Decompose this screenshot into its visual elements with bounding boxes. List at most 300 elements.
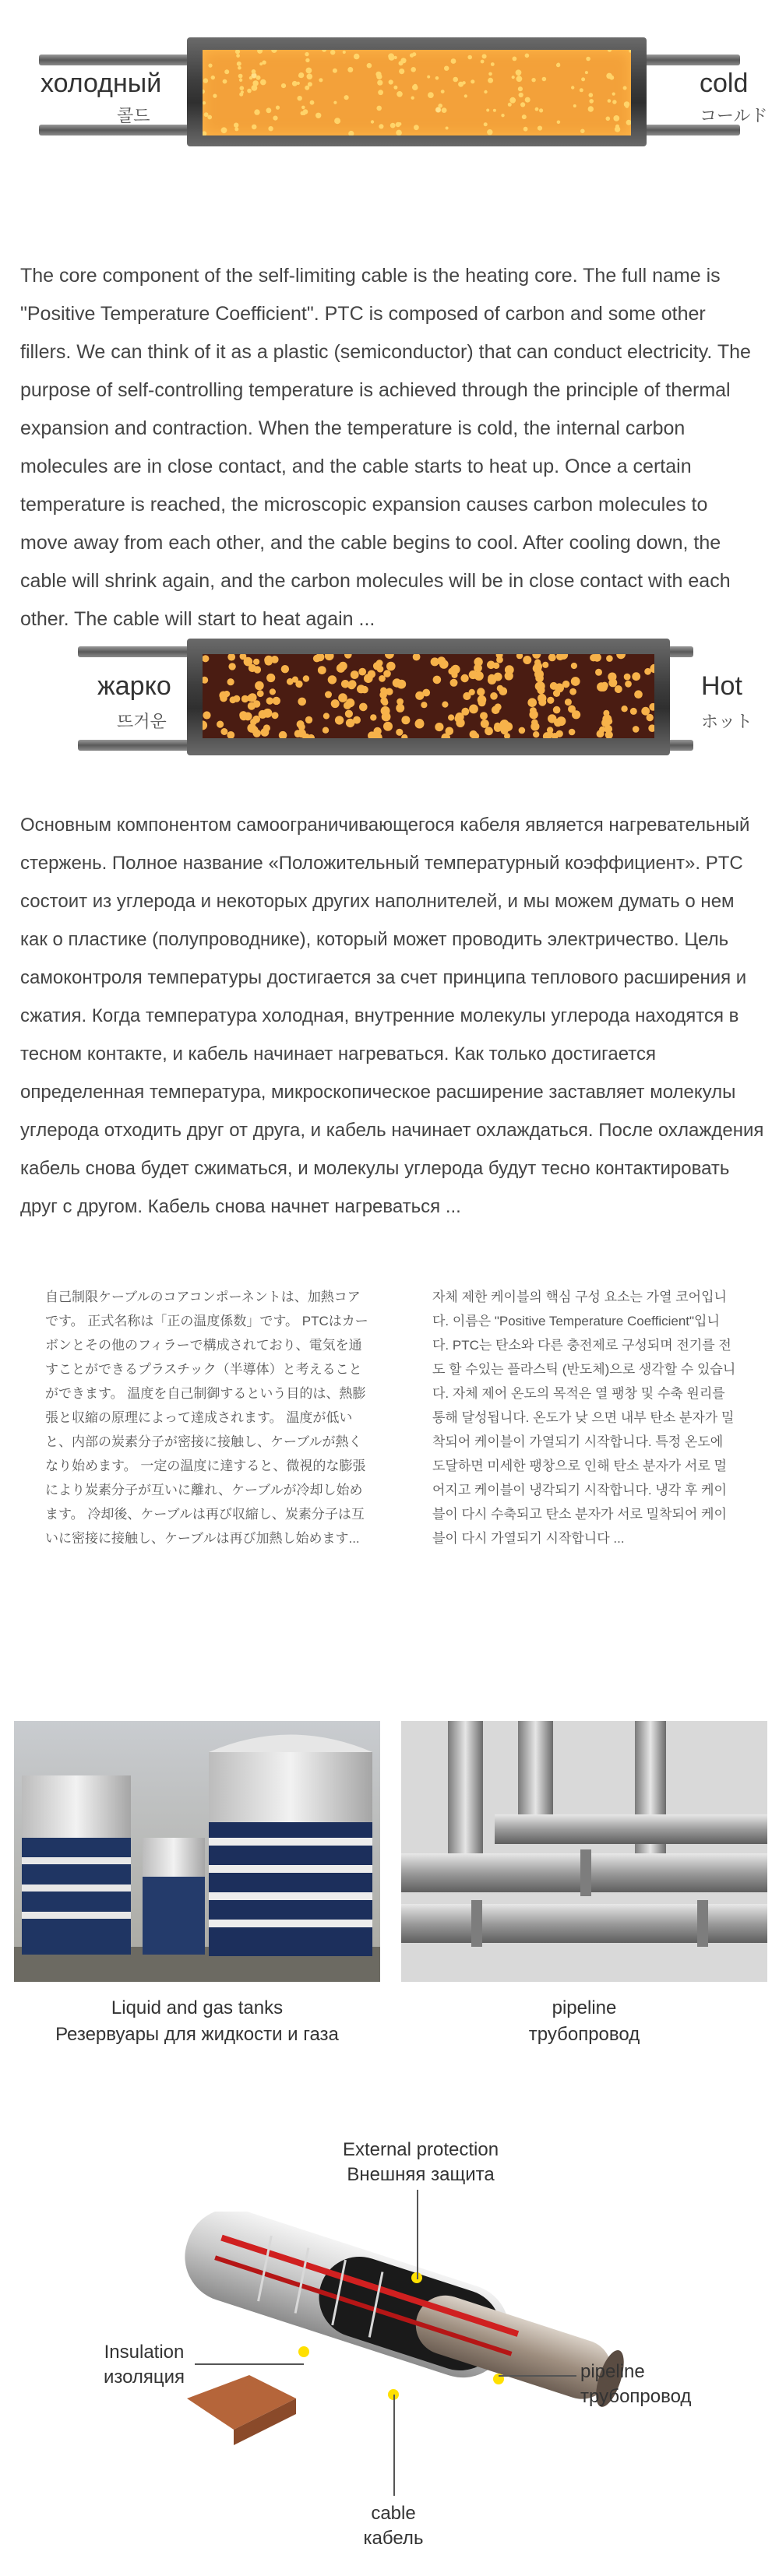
carbon-particle — [492, 706, 500, 714]
carbon-particle — [505, 671, 513, 680]
carbon-particle — [323, 727, 329, 734]
carbon-particle — [399, 69, 404, 74]
carbon-particle — [547, 732, 553, 738]
carbon-particle — [413, 86, 418, 90]
carbon-particle — [390, 123, 396, 128]
carbon-particle — [464, 94, 467, 97]
carbon-particle — [399, 61, 404, 65]
carbon-particle — [571, 663, 577, 669]
carbon-particle — [493, 109, 496, 112]
carbon-particle — [335, 716, 344, 724]
carbon-particle — [333, 69, 337, 73]
carbon-particle — [371, 120, 374, 123]
carbon-particle — [625, 681, 632, 688]
carbon-particle — [481, 60, 485, 64]
carbon-particle — [411, 67, 416, 72]
carbon-particle — [538, 126, 542, 131]
carbon-particle — [624, 674, 631, 681]
carbon-particle — [203, 78, 208, 83]
carbon-particle — [613, 115, 619, 121]
carbon-particle — [573, 104, 576, 107]
carbon-particle — [241, 695, 249, 702]
carbon-particle — [224, 69, 229, 74]
hot-right-sublabel: ホット — [701, 712, 753, 731]
carbon-particle — [376, 106, 382, 111]
carbon-particle — [556, 730, 563, 737]
carbon-particle — [520, 102, 525, 107]
carbon-particle — [401, 716, 410, 724]
carbon-particle — [494, 673, 502, 681]
carbon-particle — [370, 714, 376, 720]
carbon-particle — [318, 666, 326, 674]
carbon-particle — [396, 704, 404, 713]
carbon-particle — [608, 678, 617, 687]
carbon-particle — [227, 654, 235, 661]
description-ko: 자체 제한 케이블의 핵심 구성 요소는 가열 코어입니다. 이름은 "Positive Temperature Coefficient"입니다. PTC는 탄소와 다른 충전제로 구성되며 전기를 전도 할 수있는 플라스틱 (반도체)으로 생각할 수 있습니다. 자체 제어 온도의 목적은 열 팽창 및 수축 원리를 통해 달성됩니다. 온도가 낮 으면 내부 탄소 분자가 밀착되어 케이블이 가열되기 시작합니다. 특정 온도에 도달하면 미세한 팽창으로 인해 탄소 분자가 서로 멀어지고 케이블이 냉각되기 시작합니다. 냉각 후 케이블이 다시 수축되고 탄소 분자가 서로 밀착되어 케이블이 다시 가열되기 시작합니다 ... — [432, 1290, 736, 1546]
carbon-particle — [203, 655, 209, 662]
carbon-particle — [548, 654, 556, 661]
carbon-particle — [469, 705, 478, 714]
carbon-particle — [393, 86, 397, 90]
carbon-particle — [461, 708, 469, 716]
carbon-particle — [347, 67, 353, 72]
carbon-particle — [281, 83, 286, 88]
carbon-particle — [435, 723, 443, 731]
carbon-particle — [238, 66, 241, 70]
carbon-particle — [378, 90, 383, 95]
carbon-particle — [281, 665, 289, 673]
carbon-particle — [257, 50, 263, 54]
carbon-particle — [217, 721, 224, 728]
carbon-particle — [448, 668, 455, 675]
label-external-en: External protection — [342, 2139, 499, 2160]
carbon-particle — [482, 54, 487, 58]
carbon-particle — [203, 90, 205, 94]
carbon-particle — [616, 654, 626, 659]
carbon-particle — [297, 82, 300, 85]
carbon-particle — [261, 728, 270, 737]
carbon-particle — [238, 74, 243, 79]
carbon-particle — [537, 686, 545, 694]
label-cable-en: cable — [371, 2503, 416, 2524]
carbon-particle — [266, 107, 272, 113]
label-pipeline-ru: трубопровод — [580, 2386, 692, 2407]
pipeline-photo — [401, 1721, 767, 1982]
carbon-particle — [322, 50, 326, 52]
carbon-particle — [358, 668, 366, 676]
carbon-particle — [428, 92, 434, 98]
carbon-particle — [469, 670, 478, 679]
carbon-particle — [481, 720, 489, 728]
carbon-particle — [254, 109, 259, 114]
carbon-particle — [509, 97, 516, 104]
cold-left-sublabel: 콜드 — [117, 106, 150, 125]
carbon-particle — [556, 63, 560, 67]
heating-core-hot — [203, 654, 654, 738]
carbon-particle — [648, 724, 654, 732]
carbon-particle — [451, 58, 456, 64]
carbon-particle — [260, 79, 266, 86]
carbon-particle — [585, 71, 588, 74]
tanks-caption-en: Liquid and gas tanks — [111, 1997, 284, 2018]
carbon-particle — [249, 76, 252, 79]
carbon-particle — [353, 716, 361, 724]
hot-cable-diagram — [78, 623, 701, 755]
carbon-particle — [298, 729, 306, 737]
carbon-particle — [397, 91, 403, 97]
carbon-particle — [354, 54, 360, 60]
carbon-particle — [380, 697, 387, 704]
carbon-particle — [361, 686, 368, 694]
carbon-particle — [383, 670, 391, 677]
description-ru: Основным компонентом самоограничивающегося кабеля является нагревательный стержень. Полное название «Положительный температурный коэффициент». PTC состоит из углерода и некоторых других наполнителей, и мы можем думать о нем как о пластике (полупроводнике), который может проводить электричество. Цель самоконтроля температуры достигается за счет принципа теплового расширения и сжатия. Когда температура холодная, внутренние молекулы углерода находятся в тесном контакте, и кабель начинает нагреваться. Как только достигается определенная температура, микроскопическое расширение заставляет молекулы углерода отходить друг от друга, и кабель начинает охлаждаться. После охлаждения кабель снова будет сжиматься, и молекулы углерода будут тесно контактировать друг с другом. Кабель снова начнет нагреваться ... — [20, 815, 764, 1217]
carbon-particle — [276, 106, 280, 110]
carbon-particle — [233, 695, 240, 702]
carbon-particle — [586, 57, 590, 62]
carbon-particle — [359, 703, 368, 712]
carbon-particle — [224, 691, 230, 697]
carbon-particle — [547, 697, 554, 704]
carbon-particle — [538, 699, 546, 706]
carbon-particle — [516, 69, 522, 76]
carbon-particle — [379, 124, 383, 128]
carbon-particle — [413, 654, 421, 660]
carbon-particle — [344, 95, 349, 100]
carbon-particle — [612, 93, 615, 96]
carbon-particle — [421, 702, 427, 708]
carbon-particle — [297, 720, 305, 728]
carbon-particle — [623, 86, 627, 90]
carbon-particle — [589, 93, 594, 97]
carbon-particle — [252, 69, 256, 74]
carbon-particle — [460, 674, 468, 682]
carbon-particle — [227, 678, 234, 685]
carbon-particle — [273, 116, 277, 121]
tanks-photo — [14, 1721, 380, 1982]
carbon-particle — [569, 729, 576, 736]
carbon-particle — [303, 675, 309, 681]
carbon-particle — [271, 656, 279, 663]
callout-line-insulation — [195, 2363, 304, 2365]
carbon-particle — [641, 707, 650, 716]
carbon-particle — [333, 101, 337, 104]
carbon-particle — [442, 702, 448, 708]
carbon-particle — [396, 729, 403, 736]
carbon-particle — [486, 109, 489, 112]
carbon-particle — [259, 710, 267, 719]
carbon-particle — [501, 727, 509, 734]
carbon-particle — [581, 77, 585, 81]
carbon-particle — [239, 711, 247, 719]
carbon-particle — [555, 683, 564, 692]
carbon-particle — [444, 66, 449, 71]
carbon-particle — [427, 76, 430, 79]
carbon-particle — [253, 659, 259, 665]
label-external-protection — [304, 2138, 538, 2187]
carbon-particle — [487, 129, 492, 135]
carbon-particle — [471, 79, 474, 83]
label-external-ru: Внешняя защита — [347, 2164, 495, 2185]
carbon-particle — [221, 127, 227, 133]
carbon-particle — [601, 682, 608, 689]
carbon-particle — [255, 681, 264, 691]
carbon-particle — [580, 88, 583, 92]
tanks-caption-ru: Резервуары для жидкости и газа — [55, 2024, 339, 2045]
carbon-particle — [477, 688, 485, 695]
carbon-particle — [401, 734, 407, 738]
carbon-particle — [305, 58, 309, 62]
installation-diagram — [156, 2212, 654, 2453]
carbon-particle — [463, 692, 471, 700]
carbon-particle — [203, 131, 206, 135]
carbon-particle — [397, 681, 404, 688]
carbon-particle — [273, 697, 280, 705]
carbon-particle — [496, 656, 503, 663]
label-insulation-en: Insulation — [104, 2342, 185, 2363]
carbon-particle — [237, 62, 241, 66]
carbon-particle — [606, 655, 613, 662]
carbon-particle — [633, 726, 640, 733]
carbon-particle — [484, 122, 488, 126]
carbon-particle — [319, 78, 323, 82]
carbon-particle — [557, 121, 561, 125]
carbon-particle — [298, 73, 303, 78]
carbon-particle — [448, 714, 454, 720]
carbon-particle — [279, 731, 287, 738]
carbon-particle — [522, 114, 527, 119]
carbon-particle — [478, 695, 487, 705]
carbon-particle — [348, 131, 354, 135]
carbon-particle — [347, 681, 355, 689]
carbon-particle — [262, 61, 266, 65]
carbon-particle — [508, 103, 512, 107]
carbon-particle — [310, 100, 315, 105]
carbon-particle — [220, 728, 227, 735]
carbon-particle — [268, 126, 273, 131]
label-insulation — [86, 2340, 203, 2390]
carbon-particle — [608, 99, 612, 103]
carbon-particle — [305, 716, 312, 723]
carbon-particle — [442, 107, 447, 113]
carbon-particle — [330, 50, 335, 55]
carbon-particle — [234, 127, 238, 131]
carbon-particle — [345, 710, 353, 718]
carbon-particle — [647, 714, 654, 721]
pipeline-caption-en: pipeline — [552, 1997, 617, 2018]
carbon-particle — [516, 654, 523, 659]
carbon-particle — [227, 731, 234, 738]
carbon-particle — [556, 716, 566, 726]
carbon-particle — [571, 677, 580, 686]
carbon-particle — [396, 130, 402, 135]
carbon-particle — [315, 113, 321, 118]
carbon-particle — [532, 654, 541, 659]
carbon-particle — [203, 720, 207, 730]
hot-right-label: Hot — [701, 671, 742, 701]
carbon-particle — [306, 68, 312, 74]
carbon-particle — [453, 77, 458, 83]
carbon-particle — [414, 125, 419, 130]
carbon-particle — [240, 86, 245, 90]
carbon-particle — [525, 54, 530, 58]
carbon-particle — [433, 676, 442, 684]
carbon-particle — [446, 127, 449, 130]
carbon-particle — [203, 677, 208, 684]
carbon-particle — [252, 80, 258, 86]
carbon-particle — [256, 76, 261, 80]
carbon-particle — [501, 114, 504, 117]
carbon-particle — [525, 97, 530, 103]
carbon-particle — [253, 700, 261, 708]
carbon-particle — [467, 55, 472, 60]
carbon-particle — [629, 50, 631, 53]
label-pipeline-en: pipeline — [580, 2361, 645, 2382]
carbon-particles-hot — [203, 654, 654, 738]
carbon-particle — [223, 79, 227, 84]
heating-core-cold — [203, 50, 631, 135]
carbon-particle — [415, 720, 425, 729]
carbon-particle — [480, 712, 488, 720]
carbon-particle — [337, 663, 345, 672]
carbon-particle — [307, 74, 313, 80]
carbon-particle — [530, 722, 539, 730]
carbon-particle — [491, 62, 495, 66]
carbon-particle — [298, 698, 306, 706]
carbon-particle — [649, 703, 654, 711]
carbon-particle — [519, 93, 523, 97]
carbon-particle — [630, 708, 637, 715]
carbon-particle — [295, 681, 302, 688]
cold-right-label: cold — [700, 69, 749, 98]
carbon-particle — [377, 80, 382, 86]
carbon-particle — [542, 662, 548, 668]
carbon-particle — [351, 670, 359, 679]
carbon-particle — [271, 50, 277, 53]
carbon-particle — [615, 125, 619, 128]
carbon-particle — [565, 699, 572, 706]
carbon-particle — [519, 727, 526, 734]
carbon-particle — [208, 64, 212, 68]
carbon-particle — [632, 672, 640, 681]
carbon-particle — [207, 115, 212, 120]
carbon-particle — [441, 90, 445, 93]
carbon-particle — [437, 656, 446, 665]
carbon-particle — [608, 50, 612, 52]
description-en: The core component of the self-limiting cable is the heating core. The full name is "Positive Temperature Coefficient". PTC is composed of carbon and some other fillers. We can think of it as a plastic (semiconductor) that can conduct electricity. The purpose of self-controlling temperature is achieved through the principle of thermal expansion and contraction. When the temperature is cold, the internal carbon molecules are in close contact, and the cable starts to heat up. Once a certain temperature is reached, the microscopic expansion causes carbon molecules to move away from each other, and the cable begins to cool. After cooling down, the cable will shrink again, and the carbon molecules will be in close contact with each other. The cable will start to heat again ... — [20, 265, 751, 630]
carbon-particle — [438, 104, 442, 108]
carbon-particle — [239, 79, 242, 82]
carbon-particle — [386, 688, 393, 695]
carbon-particle — [325, 691, 332, 698]
carbon-particle — [385, 654, 394, 659]
carbon-particle — [548, 714, 556, 723]
carbon-particle — [328, 675, 337, 684]
carbon-particle — [368, 670, 375, 678]
carbon-particle — [533, 731, 539, 737]
carbon-particle — [534, 662, 542, 670]
carbon-particle — [535, 107, 539, 111]
carbon-particle — [228, 663, 235, 670]
carbon-particle — [203, 711, 210, 719]
carbon-particle — [518, 86, 523, 91]
carbon-particle — [211, 76, 215, 79]
carbon-particle — [535, 674, 544, 683]
carbon-particle — [346, 699, 354, 707]
carbon-particle — [569, 688, 576, 695]
carbon-particle — [484, 90, 487, 93]
carbon-particle — [252, 125, 257, 130]
carbon-particle — [527, 698, 537, 707]
carbon-particle — [386, 662, 396, 671]
carbon-particle — [383, 722, 393, 731]
carbon-particle — [305, 52, 308, 56]
carbon-particle — [234, 123, 238, 128]
carbon-particle — [247, 89, 252, 93]
carbon-particle — [344, 654, 352, 659]
carbon-particle — [626, 120, 631, 125]
carbon-particle — [303, 109, 308, 114]
carbon-particle — [450, 679, 458, 687]
carbon-particle — [454, 715, 461, 722]
carbon-particle — [422, 689, 430, 697]
carbon-particle — [376, 74, 382, 79]
carbon-particle — [410, 53, 414, 57]
carbon-particle — [606, 73, 612, 79]
carbon-particle — [571, 86, 574, 89]
label-pipeline — [580, 2360, 736, 2409]
carbon-particle — [572, 710, 580, 719]
carbon-particle — [595, 669, 602, 676]
carbon-particle — [512, 76, 515, 79]
carbon-particle — [531, 78, 535, 82]
description-ja: 自己制限ケーブルのコアコンポーネントは、加熱コアです。 正式名称は「正の温度係数」です。 PTCはカーボンとその他のフィラーで構成されており、電気を通すことができるプラスチック（半導体）と考えることができます。 温度を自己制御するという目的は、熱膨張と収縮の原理によって達成されます。 温度が低いと、内部の炭素分子が密接に接触し、ケーブルが熱くなり始めます。 一定の温度に達すると、微視的な膨張により炭素分子が互いに離れ、ケーブルが冷却し始めます。 冷却後、ケーブルは再び収縮し、炭素分子は互いに密接に接触し、ケーブルは再び加熱し始めます... — [45, 1290, 368, 1546]
hot-left-label: жарко — [97, 671, 171, 701]
carbon-particle — [373, 662, 381, 670]
carbon-particle — [542, 77, 547, 82]
callout-line-external — [417, 2190, 418, 2279]
carbon-particle — [612, 100, 616, 104]
carbon-particle — [488, 78, 493, 83]
carbon-particle — [367, 63, 372, 69]
carbon-particle — [323, 713, 330, 719]
carbon-particle — [241, 90, 244, 93]
carbon-particle — [606, 718, 613, 725]
carbon-particle — [331, 699, 340, 708]
callout-line-pipeline — [499, 2375, 576, 2377]
carbon-particle — [388, 53, 394, 59]
carbon-particle — [257, 690, 264, 697]
carbon-particle — [292, 81, 298, 86]
carbon-particle — [487, 661, 495, 670]
carbon-particle — [516, 76, 523, 82]
carbon-particle — [301, 106, 305, 110]
carbon-particle — [626, 104, 629, 108]
carbon-particle — [325, 654, 334, 660]
carbon-particle — [513, 57, 517, 62]
carbon-particle — [398, 122, 401, 125]
carbon-particle — [634, 690, 643, 699]
carbon-particle — [266, 674, 275, 682]
carbon-particle — [343, 51, 346, 54]
carbon-particle — [247, 723, 256, 733]
carbon-particle — [485, 727, 493, 735]
carbon-particle — [254, 666, 261, 673]
carbon-particle — [287, 678, 294, 685]
carbon-particle — [338, 693, 347, 702]
carbon-particle — [462, 81, 465, 84]
carbon-particle — [606, 117, 611, 121]
carbon-particle — [529, 710, 538, 719]
